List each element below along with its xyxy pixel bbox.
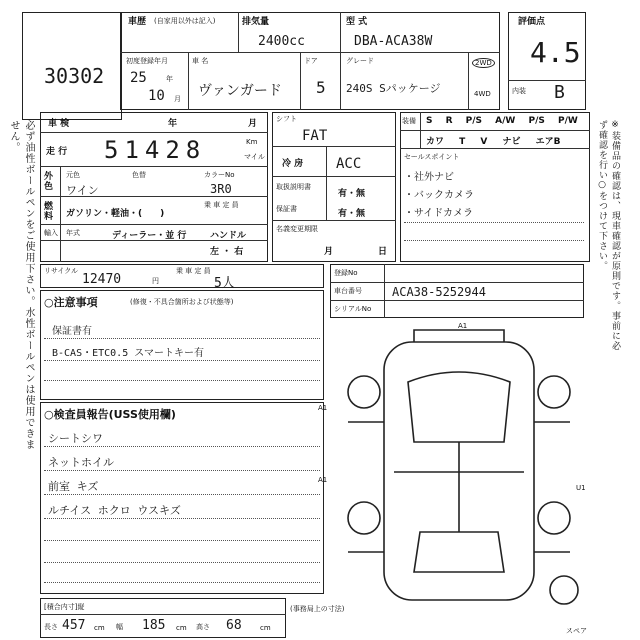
model-label: 型 式 (346, 17, 368, 27)
capacity-value: 5人 (214, 276, 235, 291)
exterior-color-label: 外色 (44, 172, 54, 192)
front-left-wheel (348, 376, 380, 408)
car-condition-diagram (328, 322, 590, 612)
height-label: 高さ (196, 623, 210, 631)
reg-month-unit: 月 (174, 95, 181, 103)
meter-label: 名義変更期限 (276, 225, 318, 233)
shift-label: シフト (276, 115, 297, 123)
kind-label: 車歴 (128, 17, 147, 27)
handle-options: 左 ・ 右 (210, 247, 244, 257)
windshield (408, 372, 510, 442)
length-unit: cm (94, 624, 105, 632)
doors-label: ドア (304, 57, 318, 65)
selling-point: ・社外ナビ (404, 172, 454, 183)
aircon-value: ACC (336, 156, 362, 172)
length-value: 457 (62, 618, 86, 633)
height-unit: cm (260, 624, 271, 632)
height-value: 68 (226, 618, 242, 633)
fuel-options: ガソリン・軽油・( ) (66, 209, 165, 219)
reg-year-unit: 年 (166, 75, 173, 83)
dealer-label: ディーラー・並 行 (112, 231, 187, 241)
selling-point: ・バックカメラ (404, 190, 474, 201)
warranty-options: 有・無 (338, 209, 366, 219)
current-color-label: 色替 (132, 171, 146, 179)
damage-mark-left: A1 (318, 476, 328, 484)
meter-month: 月 (324, 247, 334, 257)
recycle-label: リサイクル (44, 267, 79, 275)
odometer-value: 51428 (104, 136, 207, 164)
recycle-unit: 円 (152, 277, 159, 285)
drive-2wd: 2WD (472, 58, 495, 68)
inspection-label: 車 検 (48, 119, 70, 129)
fuel-label: 燃料 (44, 202, 54, 222)
front-right-wheel (538, 376, 570, 408)
selling-points-label: セールスポイント (404, 153, 460, 161)
notes-line: 保証書有 (52, 326, 92, 337)
warranty-label: 保証書 (276, 205, 297, 213)
notes-title: ○注意事項 (44, 296, 98, 309)
spare-tire (550, 576, 578, 604)
right-side-notice: ※装備品の確認は、現車確認が原則です。事前に必ず確認を行い○をつけて下さい。 (597, 120, 620, 351)
drive-4wd: 4WD (474, 90, 491, 98)
manual-options: 有・無 (338, 189, 366, 199)
capacity-label-2: 乗 車 定 員 (176, 267, 211, 275)
rear-window (414, 532, 504, 572)
score-value: 4.5 (530, 36, 581, 69)
reg-number-label: 登録No (334, 269, 358, 277)
inspector-title: ○検査員報告(USS使用欄) (44, 408, 176, 421)
inspection-year: 年 (168, 119, 178, 129)
inspector-line: 前室 キズ (48, 480, 99, 493)
displacement-value: 2400cc (258, 34, 305, 49)
dims-note: (事務局上の寸法) (290, 605, 345, 613)
inspector-line: ネットホイル (48, 456, 114, 469)
equipment-grid-label: 装備 (402, 117, 416, 125)
left-side-notice: 必ず油性ボールペンをご使用下さい。水性ボールペンは使用できません。 (8, 120, 34, 450)
notes-subtitle: (修復・不具合箇所および状態等) (130, 298, 234, 306)
color-value: ワイン (66, 184, 99, 197)
manual-label: 取扱説明書 (276, 183, 311, 191)
reg-year: 25 (130, 70, 147, 86)
recycle-value: 12470 (82, 272, 122, 287)
spare-label: スペア (566, 627, 587, 635)
grade-value: 240S Sパッケージ (346, 82, 441, 95)
inspector-line: ルチイス ホクロ ウスキズ (48, 504, 181, 517)
interior-label: 内装 (512, 87, 526, 95)
damage-mark-top: A1 (458, 322, 468, 330)
odometer-unit-km: Km (246, 138, 258, 146)
score-label: 評価点 (518, 17, 546, 27)
odometer-label: 走 行 (46, 147, 68, 157)
doors-value: 5 (316, 78, 326, 97)
width-unit: cm (176, 624, 187, 632)
notes-line: B-CAS・ETC0.5 スマートキー有 (52, 348, 205, 359)
width-value: 185 (142, 618, 166, 633)
equipment-row2: カワ T V ナビ エアB (426, 137, 561, 147)
length-label: 長さ (44, 623, 58, 631)
grade-label: グレード (346, 57, 374, 65)
shift-value: FAT (302, 128, 328, 144)
aircon-label: 冷 房 (282, 159, 304, 169)
serial-label: シリアルNo (334, 305, 372, 313)
meter-day: 日 (378, 247, 388, 257)
import-label: 輸入 (44, 229, 58, 237)
car-name-value: ヴァンガード (198, 83, 282, 99)
original-color-label: 元色 (66, 171, 80, 179)
color-code-label: カラーNo (204, 171, 235, 179)
kind-note: (自家用以外は記入) (154, 17, 216, 25)
equipment-row1: S R P/S A/W P/S P/W (426, 116, 578, 126)
width-label: 幅 (116, 623, 123, 631)
lot-number: 30302 (44, 64, 105, 88)
chassis-value: ACA38-5252944 (392, 285, 486, 299)
inspection-month: 月 (248, 119, 258, 129)
damage-mark-side: A1 (318, 404, 328, 412)
first-reg-label: 初度登録年月 (126, 57, 168, 65)
damage-mark-u1: U1 (576, 484, 586, 492)
odometer-unit-mile: マイル (244, 153, 265, 161)
interior-value: B (554, 82, 565, 103)
chassis-label: 車台番号 (334, 287, 362, 295)
model-value: DBA-ACA38W (354, 34, 433, 49)
inspector-line: シートシワ (48, 432, 103, 445)
rear-right-wheel (538, 502, 570, 534)
capacity-label: 乗 車 定 員 (204, 201, 239, 209)
front-bumper (414, 330, 504, 342)
color-code-value: 3R0 (210, 182, 232, 196)
import-type-label: 年式 (66, 229, 80, 237)
rear-left-wheel (348, 502, 380, 534)
selling-point: ・サイドカメラ (404, 208, 473, 219)
displacement-label: 排気量 (242, 17, 270, 27)
car-name-label: 車 名 (192, 57, 209, 65)
handle-label: ハンドル (210, 231, 247, 241)
dims-header: [積合内寸]縦 (44, 603, 85, 611)
reg-month: 10 (148, 88, 165, 104)
